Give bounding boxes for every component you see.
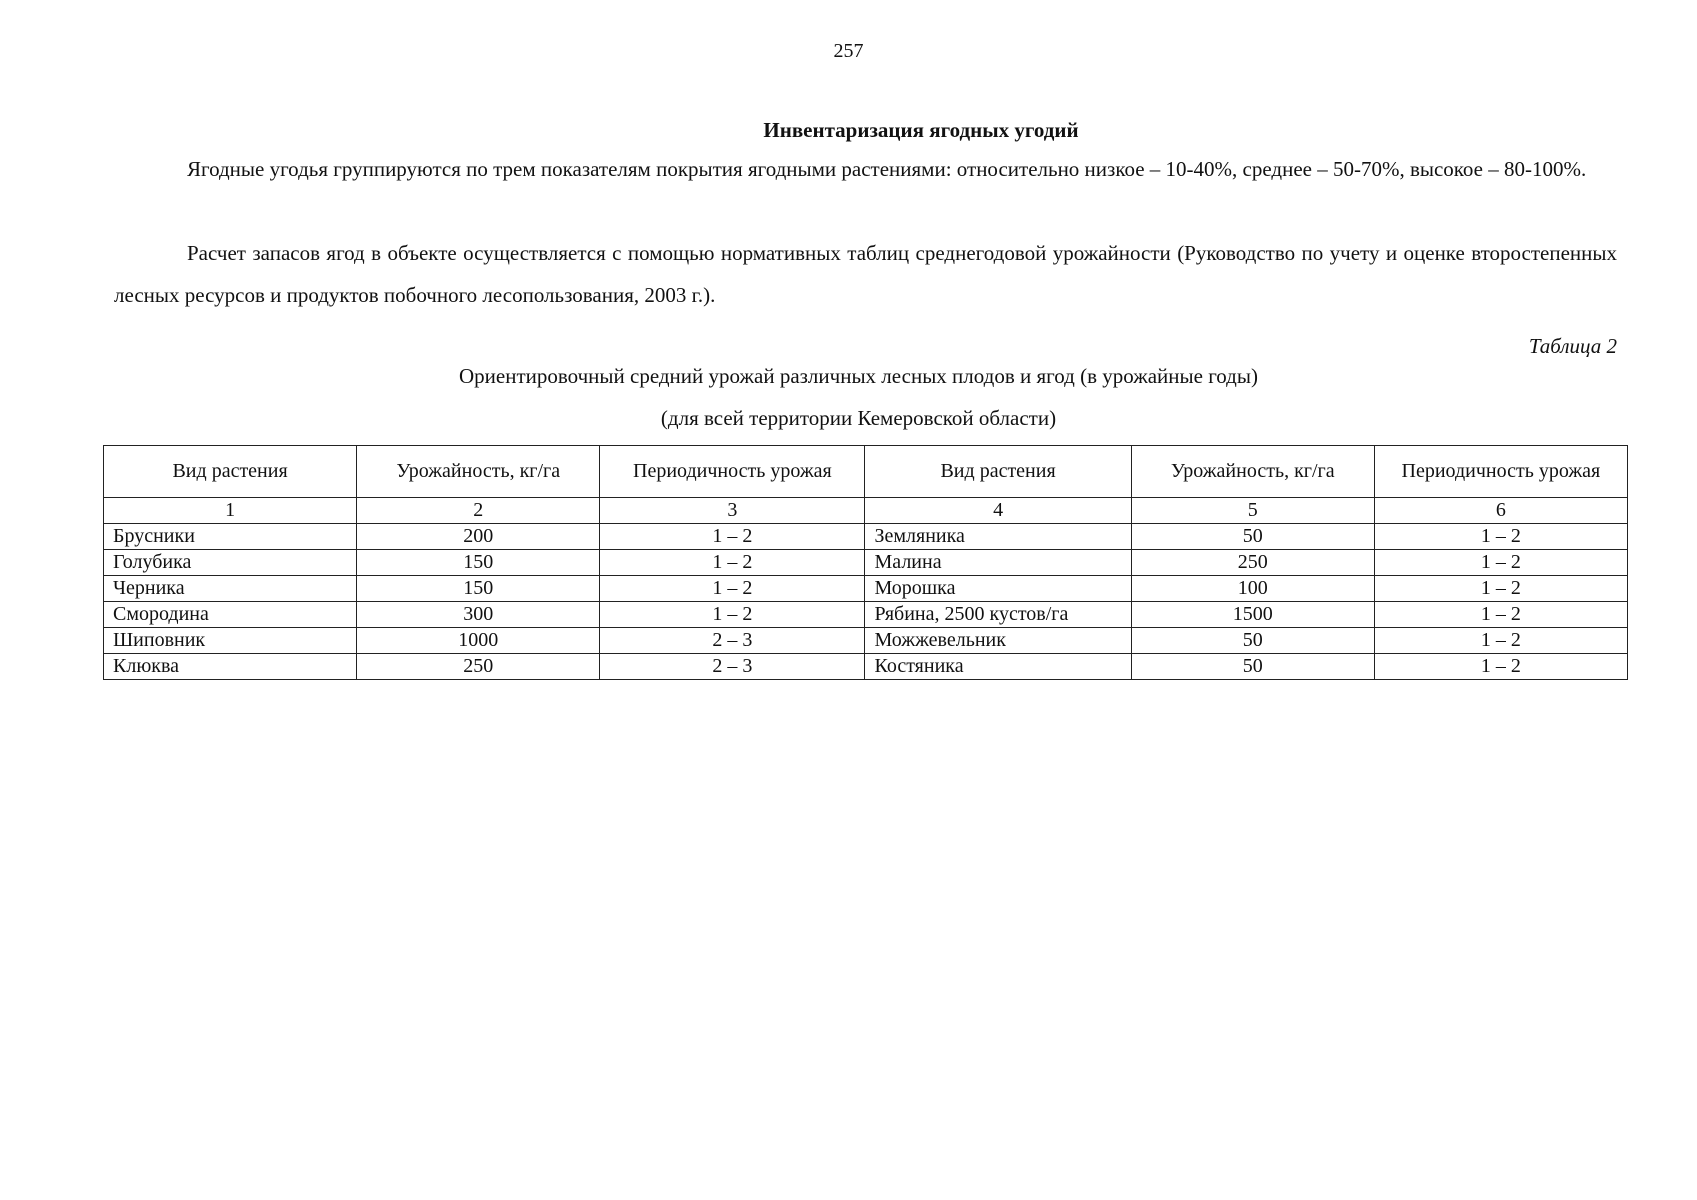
plant-name-cell: Шиповник [104, 628, 357, 654]
column-number: 2 [357, 498, 600, 524]
yield-cell: 100 [1131, 576, 1374, 602]
table-row [104, 524, 1628, 550]
plant-name-cell: Брусники [104, 524, 357, 550]
yield-cell: 50 [1131, 628, 1374, 654]
header-yield: Урожайность, кг/га [357, 446, 600, 498]
plant-name-cell: Малина [865, 550, 1131, 576]
paragraph-coverage-groups: Ягодные угодья группируются по трем показателям покрытия ягодными растениями: относительно низкое – 10-40%, среднее – 50-70%, высокое – 80-100%. [187, 157, 1587, 181]
periodicity-cell: 1 – 2 [600, 602, 865, 628]
periodicity-cell: 2 – 3 [600, 654, 865, 680]
plant-name-cell: Земляника [865, 524, 1131, 550]
table-row [104, 602, 1628, 628]
yield-cell: 1000 [357, 628, 600, 654]
plant-name-cell: Клюква [104, 654, 357, 680]
periodicity-cell: 1 – 2 [1374, 550, 1627, 576]
header-periodicity: Периодичность урожая [600, 446, 865, 498]
table-caption-line-1: Ориентировочный средний урожай различных лесных плодов и ягод (в урожайные годы) [459, 364, 1258, 388]
periodicity-cell: 2 – 3 [600, 628, 865, 654]
table-caption-line-2: (для всей территории Кемеровской области) [660, 406, 1057, 430]
table-row [104, 550, 1628, 576]
yield-cell: 150 [357, 576, 600, 602]
yield-cell: 200 [357, 524, 600, 550]
plant-name-cell: Рябина, 2500 кустов/га [865, 602, 1131, 628]
header-periodicity: Периодичность урожая [1374, 446, 1627, 498]
yield-cell: 300 [357, 602, 600, 628]
header-plant-type: Вид растения [104, 446, 357, 498]
periodicity-cell: 1 – 2 [1374, 524, 1627, 550]
plant-name-cell: Можжевельник [865, 628, 1131, 654]
column-number: 5 [1131, 498, 1374, 524]
table-row [104, 576, 1628, 602]
plant-name-cell: Голубика [104, 550, 357, 576]
page-number: 257 [833, 40, 864, 62]
periodicity-cell: 1 – 2 [1374, 576, 1627, 602]
plant-name-cell: Костяника [865, 654, 1131, 680]
periodicity-cell: 1 – 2 [1374, 602, 1627, 628]
header-yield: Урожайность, кг/га [1131, 446, 1374, 498]
yield-cell: 1500 [1131, 602, 1374, 628]
periodicity-cell: 1 – 2 [600, 576, 865, 602]
yield-cell: 150 [357, 550, 600, 576]
plant-name-cell: Морошка [865, 576, 1131, 602]
table-row [104, 628, 1628, 654]
periodicity-cell: 1 – 2 [600, 524, 865, 550]
section-heading: Инвентаризация ягодных угодий [763, 118, 1079, 142]
column-number-row [104, 498, 1628, 524]
table-label: Таблица 2 [1528, 334, 1617, 358]
paragraph-reserve-calculation: Расчет запасов ягод в объекте осуществляется с помощью нормативных таблиц среднегодовой урожайности (Руководство по учету и оценке второстепенных лесных ресурсов и продуктов побочного лесопользования, 2003 г.). [114, 241, 1617, 307]
periodicity-cell: 1 – 2 [600, 550, 865, 576]
plant-name-cell: Черника [104, 576, 357, 602]
yield-cell: 250 [1131, 550, 1374, 576]
table-row [104, 654, 1628, 680]
table-header-row [104, 446, 1628, 498]
yield-cell: 250 [357, 654, 600, 680]
column-number: 4 [865, 498, 1131, 524]
column-number: 3 [600, 498, 865, 524]
yield-cell: 50 [1131, 524, 1374, 550]
plant-name-cell: Смородина [104, 602, 357, 628]
periodicity-cell: 1 – 2 [1374, 628, 1627, 654]
column-number: 1 [104, 498, 357, 524]
berry-yield-table [103, 445, 1628, 680]
header-plant-type: Вид растения [865, 446, 1131, 498]
column-number: 6 [1374, 498, 1627, 524]
periodicity-cell: 1 – 2 [1374, 654, 1627, 680]
yield-cell: 50 [1131, 654, 1374, 680]
